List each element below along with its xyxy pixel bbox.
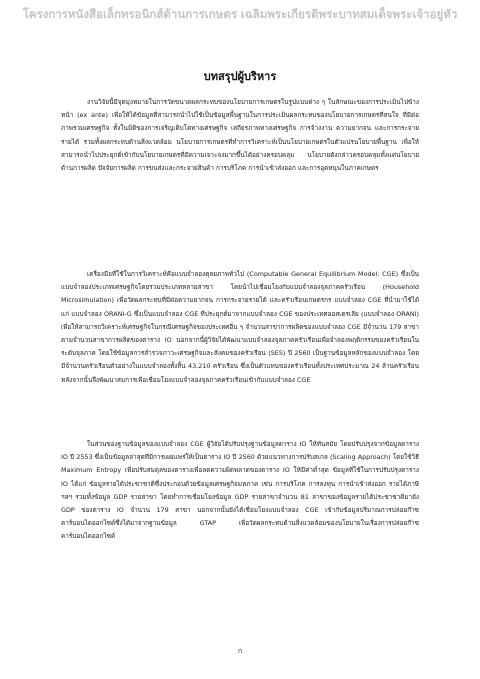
paragraph-objectives: งานวิจัยนี้มีจุดมุ่งหมายในการวัดขนาดผลกระทบของนโยบายการเกษตรในรูปแบบต่าง ๆ ในลักษณะของการประเมินไปข้างหน้า (ex ante) เพื่อให้ได้ข้อมูลที่สามารถนำไปใช้เป็นข้อมูลพื้นฐานในการประเมินผลกระทบของนโยบายการเกษตรที่สนใจ ที่มีต่อภาพรวมเศรษฐกิจ ทั้งในมิติของการเจริญเติบโตทางเศรษฐกิจ เสถียรภาพทางเศรษฐกิจ การจ้างงาน ความยากจน และการกระจายรายได้ รวมทั้งผลกระทบด้านสิ่งแวดล้อม นโยบายการเกษตรที่ทำการวิเคราะห์เป็นนโยบายเกษตรในตัวแปรนโยบายพื้นฐาน เพื่อให้สามารถนำไปประยุกต์เข้ากับนโยบายเกษตรที่มีความเจาะจงมากขึ้นได้อย่างครอบคลุม นโยบายดังกล่าวครอบคลุมทั้งแต่นโยบายด้านการผลิต ปัจจัยการผลิต การขนส่งและกระจายสินค้า การบริโภค การนำเข้าส่งออก และการอุดหนุนในภาคเกษตร — [61, 98, 419, 173]
paragraph-methodology: เครื่องมือที่ใช้ในการวิเคราะห์คือแบบจำลองดุลยภาพทั่วไป (Computable General Equilibrium Model: CGE) ซึ่งเป็นแบบจำลองประเภทเศรษฐกิจโดยรวมประเภทหลายสาขา โดยนำไปเชื่อมโยงกับแบบจำลองจุลภาคครัวเรือน (Household Microsimulation) เพื่อวัดผลกระทบที่มีต่อความยากจน การกระจายรายได้ และครัวเรือนเกษตรกร แบบจำลอง CGE ที่นำมาใช้ได้แก่ แบบจำลอง ORANI-G ซึ่งเป็นแบบจำลอง CGE ที่ประยุกต์มาจากแบบจำลอง CGE ของประเทศออสเตรเลีย (แบบจำลอง ORANI) เพื่อให้สามารถวิเคราะห์เศรษฐกิจในกรณีเศรษฐกิจของประเทศอื่น ๆ จำนวนสาขาการผลิตของแบบจำลอง CGE มีจำนวน 179 สาขาตามจำนวนสาขาการผลิตของตาราง IO นอกจากนี้ผู้วิจัยได้พัฒนาแบบจำลองจุลภาคครัวเรือนเพื่อจำลองพฤติกรรมของครัวเรือนในระดับจุลภาค โดยใช้ข้อมูลการสำรวจภาวะเศรษฐกิจและสังคมของครัวเรือน (SES) ปี 2560 เป็นฐานข้อมูลหลักของแบบจำลอง โดยมีจำนวนครัวเรือนตัวอย่างในแบบจำลองทั้งสิ้น 43,210 ครัวเรือน ซึ่งเป็นตัวแทนของครัวเรือนทั้งประเทศประมาณ 24 ล้านครัวเรือน หลังจากนั้นจึงพัฒนาสมการเพื่อเชื่อมโยงแบบจำลองจุลภาคครัวเรือนเข้ากับแบบจำลอง CGE — [61, 270, 419, 384]
page-number: ก — [237, 647, 243, 655]
paragraph-database: ในส่วนของฐานข้อมูลของแบบจำลอง CGE ผู้วิจัยได้ปรับปรุงฐานข้อมูลตาราง IO ให้ทันสมัย โดยปรับปรุงจากข้อมูลตาราง IO ปี 2553 ซึ่งเป็นข้อมูลล่าสุดที่มีการเผยแพร่ให้เป็นตาราง IO ปี 2560 ด้วยแนวทางการปรับสเกล (Scaling Approach) โดยใช้วิธี Maximum Entropy เพื่อปรับสมดุลของตารางเพื่อลดความผิดพลาดของตาราง IO ให้มีค่าต่ำสุด ข้อมูลที่ใช้ในการปรับปรุงตาราง IO ได้แก่ ข้อมูลรายได้ประชาชาติซึ่งประกอบด้วยข้อมูลเศรษฐกิจมหภาค เช่น การบริโภค การลงทุน การนำเข้าส่งออก รายได้ภาษี ฯลฯ รวมทั้งข้อมูล GDP รายสาขา โดยทำการเชื่อมโยงข้อมูล GDP รายสาขาจำนวน 81 สาขาของข้อมูลรายได้ประชาชาติมายัง GDP ของตาราง IO จำนวน 179 สาขา นอกจากนั้นยังได้เชื่อมโยงแบบจำลอง CGE เข้ากับข้อมูลปริมาณการปล่อยก๊าซคาร์บอนไดออกไซด์ซึ่งได้มาจากฐานข้อมูล GTAP เพื่อวัดผลกระทบด้านสิ่งแวดล้อมของนโยบายในเรื่องการปล่อยก๊าซคาร์บอนไดออกไซด์ — [61, 440, 419, 541]
running-header: โครงการหนังสือเล็กทรอนิกส์ด้านการเกษตร เฉลิมพระเกียรติพระบาทสมเด็จพระเจ้าอยู่หัว — [22, 7, 458, 21]
document-title: บทสรุปผู้บริหาร — [203, 70, 277, 83]
